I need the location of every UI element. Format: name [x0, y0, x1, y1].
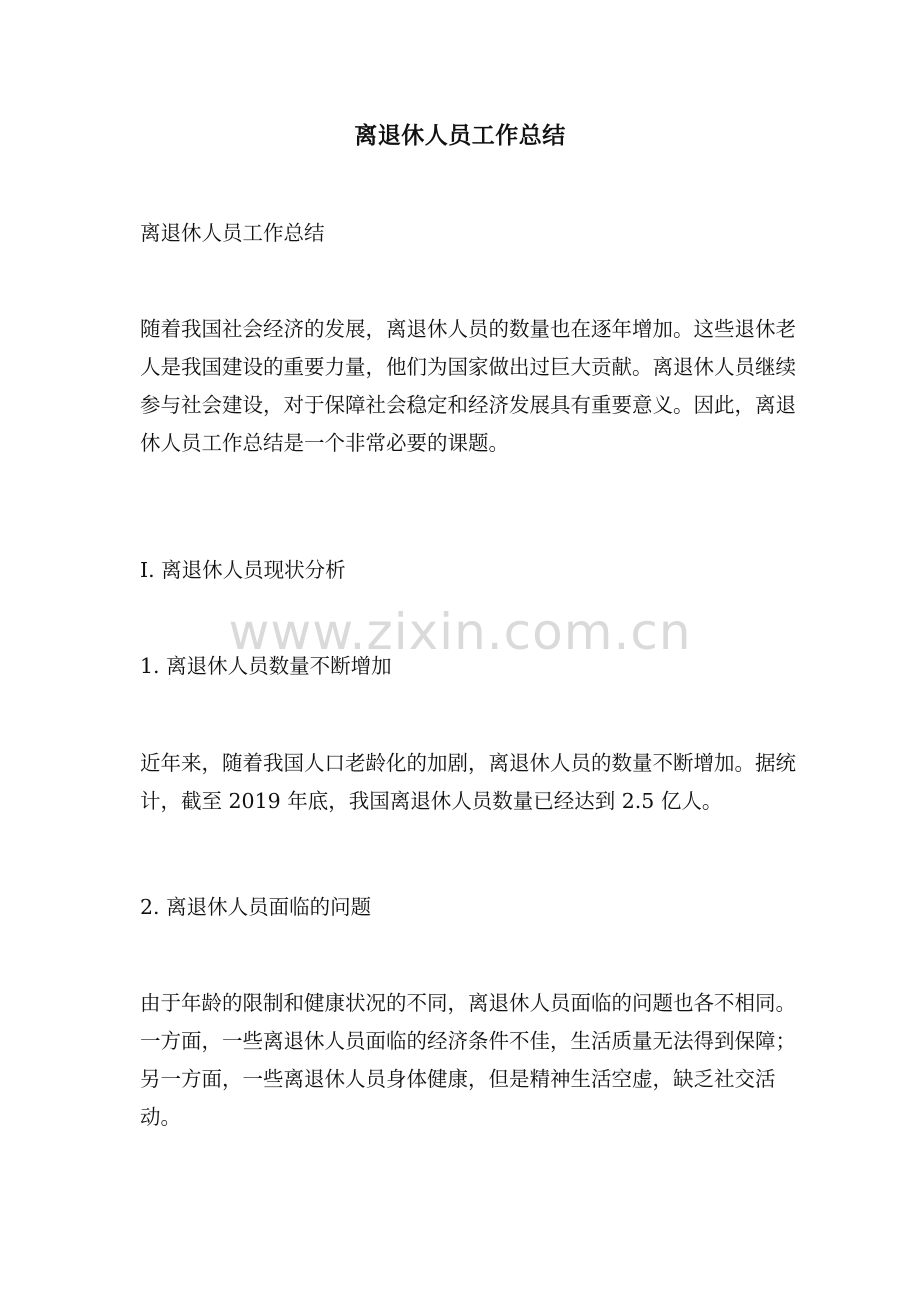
- watermark: www.zixin.com.cn: [228, 603, 692, 661]
- subsection-heading-1: 1. 离退休人员数量不断增加: [140, 654, 392, 678]
- section-heading: I. 离退休人员现状分析: [140, 558, 346, 582]
- subsection-paragraph-1: 近年来，随着我国人口老龄化的加剧，离退休人员的数量不断增加。据统计，截至 2019 年底，我国离退休人员数量已经达到 2.5 亿人。: [140, 751, 796, 813]
- intro-paragraph: 随着我国社会经济的发展，离退休人员的数量也在逐年增加。这些退休老人是我国建设的重要力量，他们为国家做出过巨大贡献。离退休人员继续参与社会建设，对于保障社会稳定和经济发展具有重要意义。因此，离退休人员工作总结是一个非常必要的课题。: [140, 317, 796, 455]
- document-title: 离退休人员工作总结: [354, 122, 566, 149]
- subsection-heading-2: 2. 离退休人员面临的问题: [140, 895, 372, 919]
- document-subtitle: 离退休人员工作总结: [140, 221, 325, 245]
- subsection-paragraph-2: 由于年龄的限制和健康状况的不同，离退休人员面临的问题也各不相同。一方面，一些离退休人员面临的经济条件不佳，生活质量无法得到保障；另一方面，一些离退休人员身体健康，但是精神生活空虚，缺乏社交活动。: [140, 991, 796, 1129]
